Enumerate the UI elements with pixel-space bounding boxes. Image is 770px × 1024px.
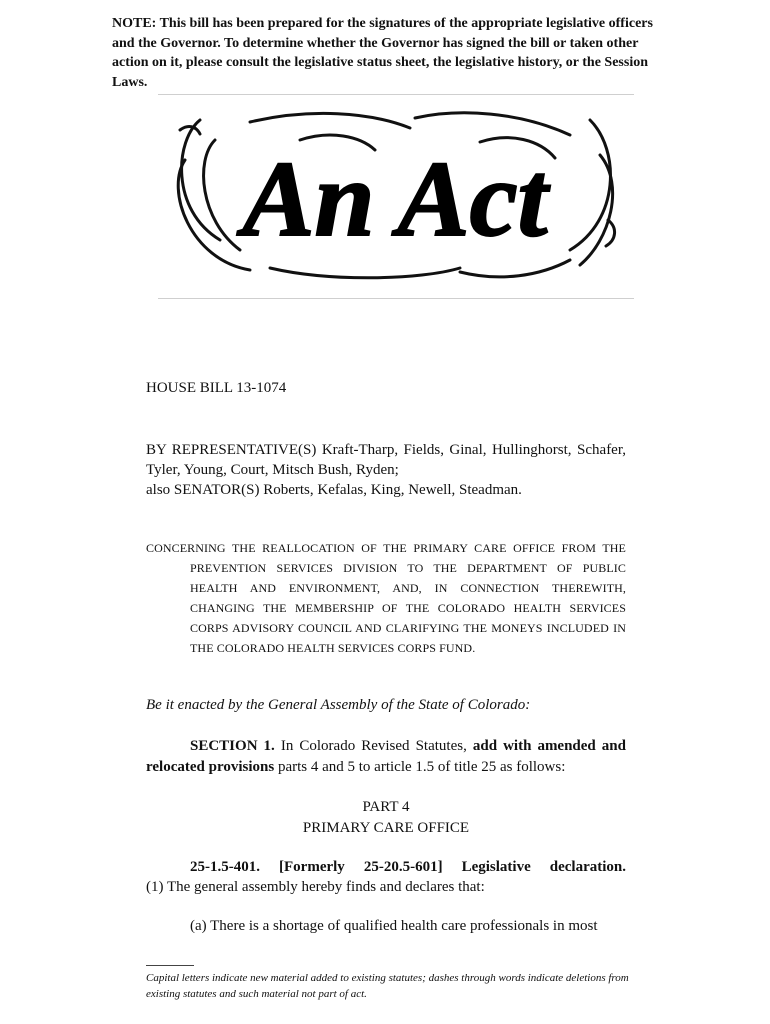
section-1 [146,736,626,778]
subsection-1: (1) The general assembly hereby finds and declares that: [146,879,485,895]
an-act-title: An Act [242,140,548,259]
signature-note: NOTE: This bill has been prepared for the signatures of the appropriate legislative officers and the Governor. To determine whether the Governor has signed the bill or taken other action on it, please consult the legislative status sheet, the legislative history, or the Session Laws. [112,16,653,90]
bill-number: HOUSE BILL 13-1074 [146,380,287,396]
part-number: PART 4 [362,799,410,815]
footnote-divider [146,965,194,966]
sponsors-block [146,440,626,500]
paragraph-a: (a) There is a shortage of qualified health care professionals in most [190,918,598,934]
statute-401 [146,857,626,897]
section-label: SECTION 1. [190,738,275,754]
senators-list: also SENATOR(S) Roberts, Kefalas, King, Newell, Steadman. [146,482,522,498]
part-title: PRIMARY CARE OFFICE [302,820,470,836]
footnote: Capital letters indicate new material added to existing statutes; dashes through words indicate deletions from existing statutes and such material not part of act. [146,972,629,1000]
section-text-a: In Colorado Revised Statutes, [274,738,473,754]
enacting-clause: Be it enacted by the General Assembly of the State of Colorado: [146,697,531,713]
statute-heading: 25-1.5-401. [Formerly 25-20.5-601] Legislative declaration. [190,859,626,875]
section-bold-phrase: add with amended and relocated provisions [146,738,626,775]
an-act-banner [160,100,630,290]
bottom-divider [158,298,634,299]
representatives-list: BY REPRESENTATIVE(S) Kraft-Tharp, Fields, Ginal, Hullinghorst, Schafer, Tyler, Young, Court, Mitsch Bush, Ryden; [146,442,626,478]
section-text-b: parts 4 and 5 to article 1.5 of title 25 as follows: [274,759,566,775]
title-concerning: CONCERNING THE REALLOCATION OF THE PRIMARY CARE OFFICE FROM THE PREVENTION SERVICES DIVISION TO THE DEPARTMENT OF PUBLIC HEALTH AND ENVIRONMENT, AND, IN CONNECTION THEREWITH, CHANGING THE MEMBERSHIP OF THE COLORADO HEALTH SERVICES CORPS ADVISORY COUNCIL AND CLARIFYING THE MONEYS INCLUDED IN THE COLORADO HEALTH SERVICES CORPS FUND. [146,541,626,655]
part-heading [146,797,626,839]
top-divider [158,94,634,95]
